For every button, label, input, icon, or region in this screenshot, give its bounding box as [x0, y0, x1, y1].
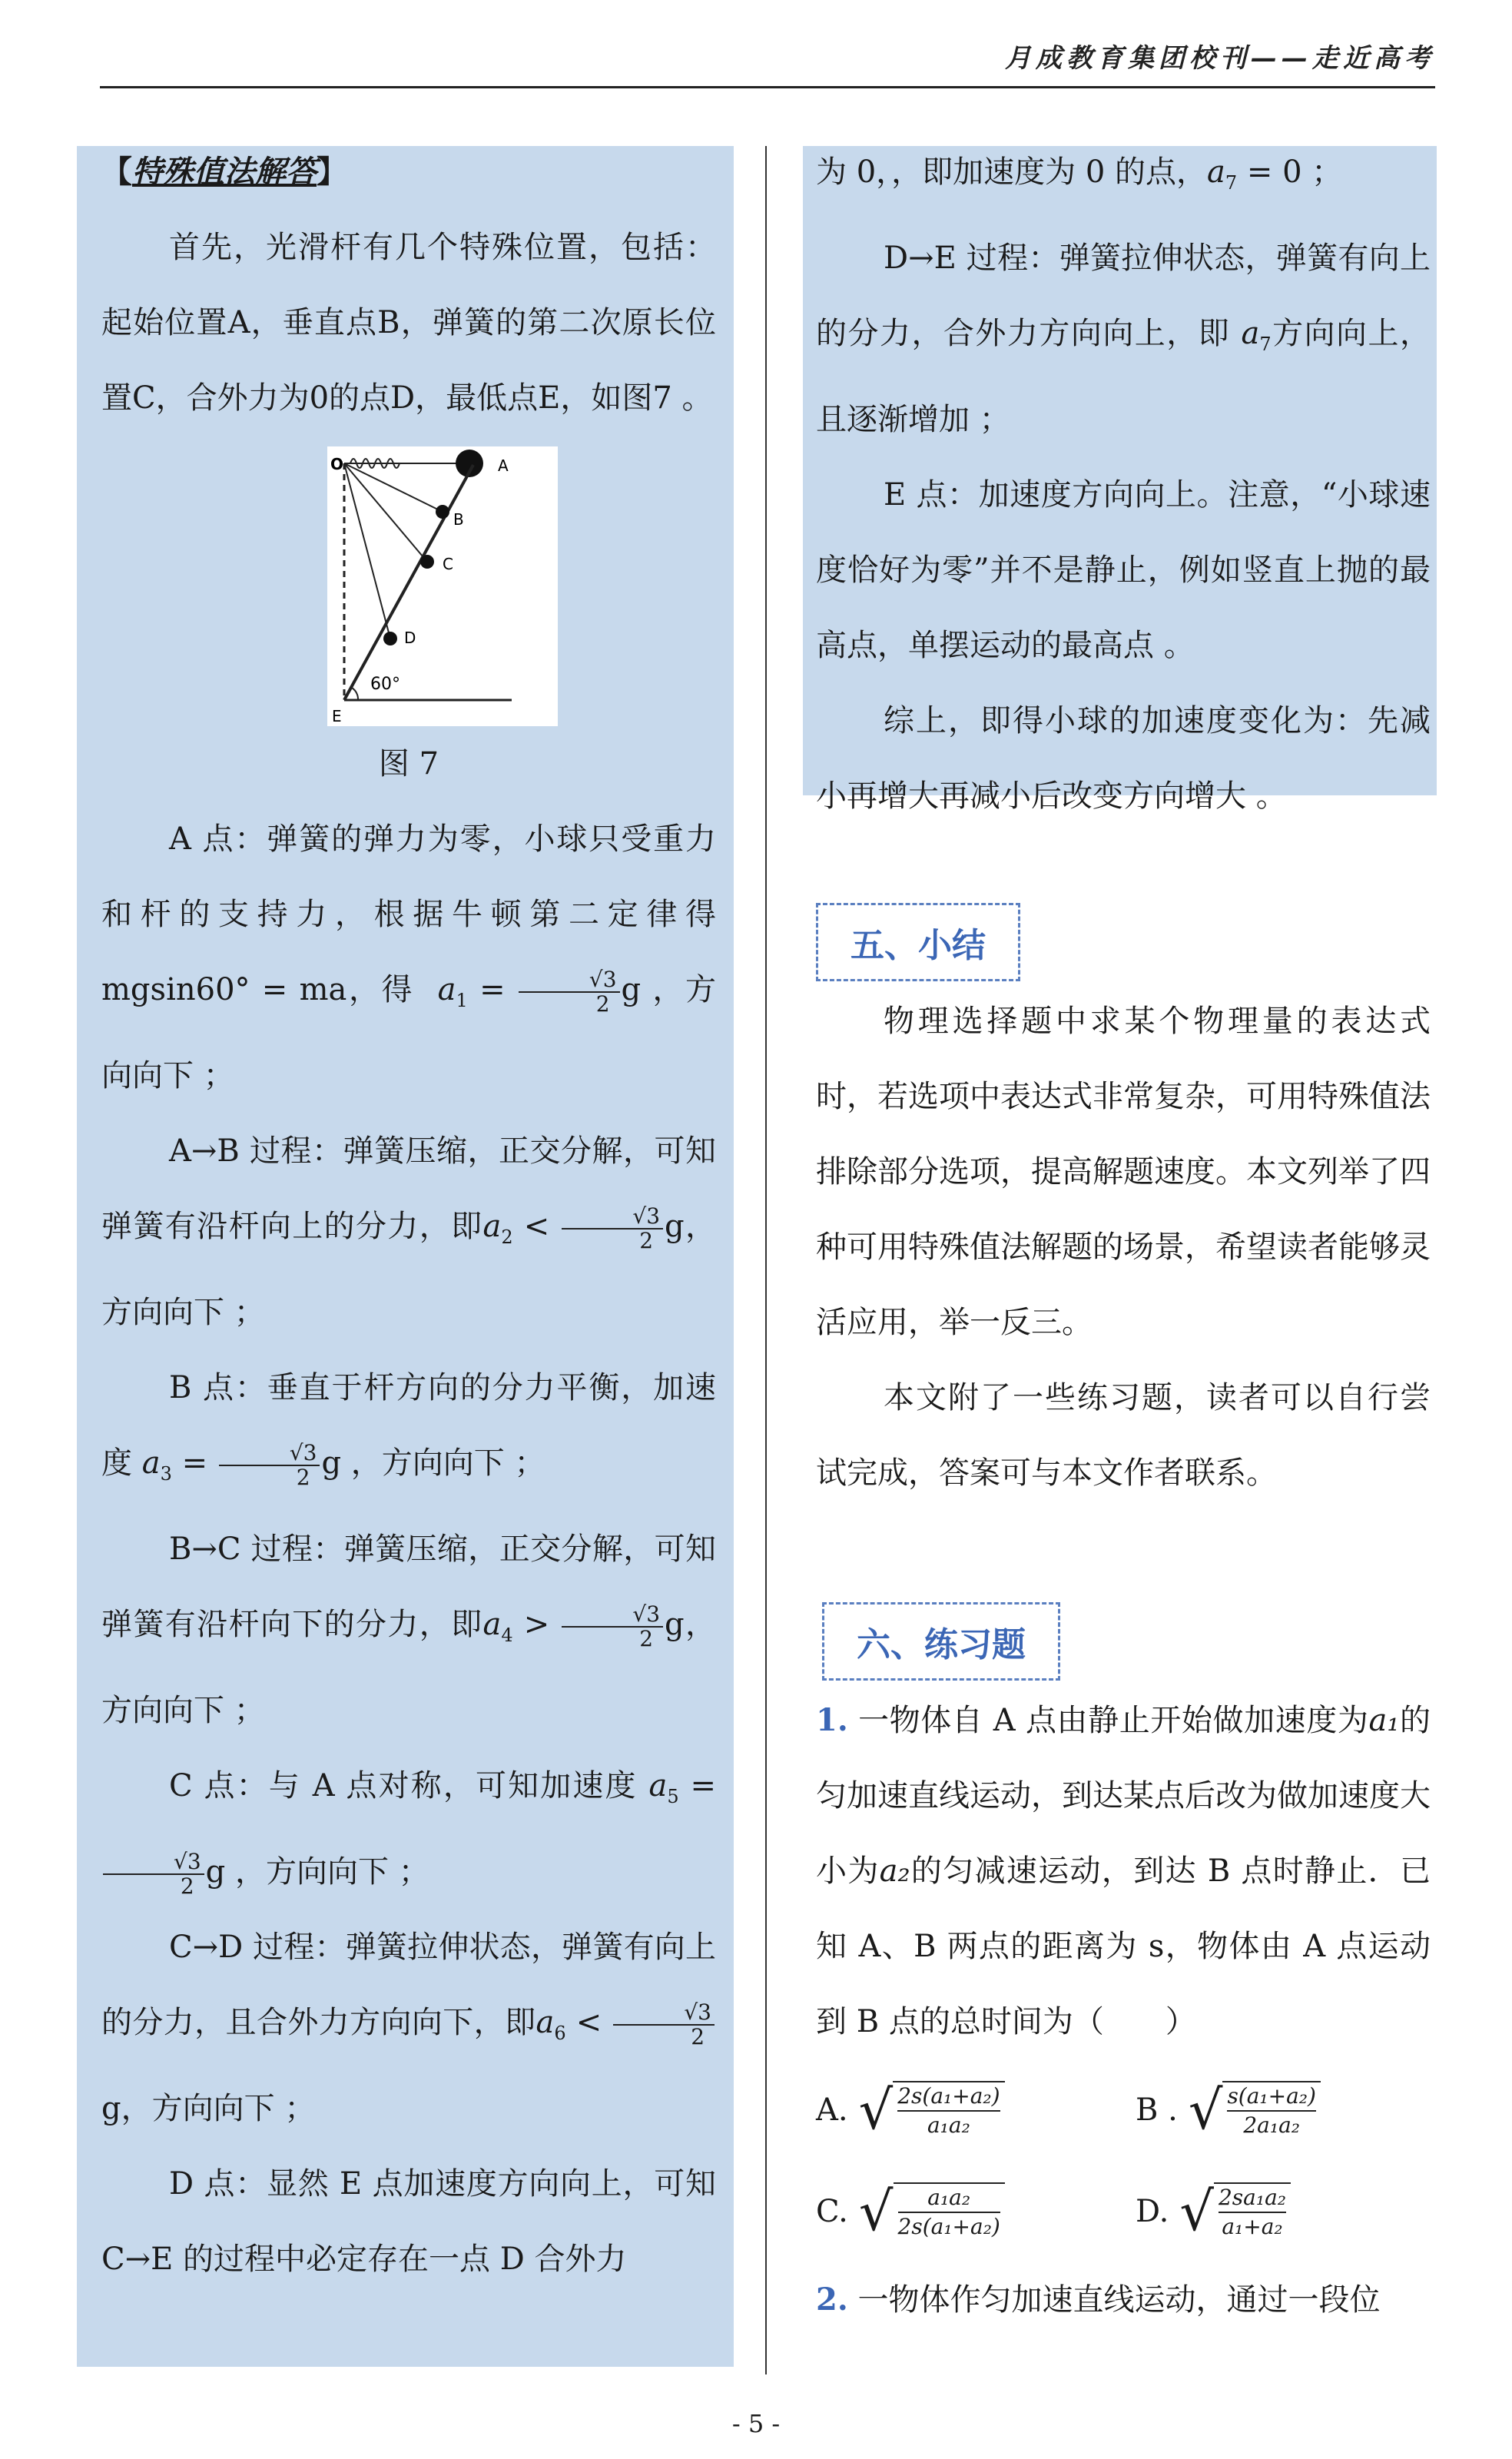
a-point-text: A 点：弹簧的弹力为零，小球只受重力和杆的支持力，根据牛顿第二定律得mgsin60° = ma，得 $a_1$ = $\frac{√3}{2}$ g ，方向向下 ；	[101, 821, 717, 1093]
figure-7	[327, 446, 558, 726]
page-number: - 5 -	[731, 2409, 781, 2438]
column-divider	[765, 146, 767, 2374]
intro-paragraph: 首先，光滑杆有几个特殊位置，包括：起始位置A，垂直点B，弹簧的第二次原长位置C，合外力为0的点D，最低点E，如图7 。	[101, 230, 716, 416]
label-e: E	[332, 707, 342, 725]
option-a[interactable]: A. √ 2s(a₁+a₂) a₁a₂	[816, 2072, 1111, 2148]
c-point-text: C 点：与 A 点对称，可知加速度 $a_5$ = $\frac{√3}{2}$ g ，方向向下 ；	[101, 1748, 716, 1910]
question-2-number: 2.	[816, 2281, 848, 2318]
b-point-text: B 点：垂直于杆方向的分力平衡，加速度 $a_3$ = $\frac{√3}{2}$ g ，方向向下 ；	[101, 1370, 716, 1490]
option-c[interactable]: C. √ a₁a₂ 2s(a₁+a₂)	[816, 2174, 1111, 2249]
figure-caption: 图 7	[378, 746, 439, 782]
summary-text: 综上，即得小球的加速度变化为：先减小再增大再减小后改变方向增大 。	[816, 703, 1431, 814]
section-heading-exercises: 六、练习题	[822, 1602, 1060, 1681]
summary-paragraph-1: 物理选择题中求某个物理量的表达式时，若选项中表达式非常复杂，可用特殊值法排除部分选项，提高解题速度。本文列举了四种可用特殊值法解题的场景，希望读者能够灵活应用，举一反三。	[816, 1004, 1431, 1340]
label-o: O	[330, 455, 344, 473]
summary-paragraph-2: 本文附了一些练习题，读者可以自行尝试完成，答案可与本文作者联系。	[816, 1380, 1431, 1491]
ab-process-text: A→B 过程：弹簧压缩，正交分解，可知弹簧有沿杆向上的分力，即$a_2$ < $\frac{√3}{2}$ g，方向向下 ；	[101, 1133, 716, 1330]
d-point-continued: 为 0，，即加速度为 0 的点，$a_7 = 0$ ；	[816, 154, 1343, 194]
option-d[interactable]: D. √ 2sa₁a₂ a₁+a₂	[1136, 2174, 1431, 2249]
label-d: D	[404, 629, 416, 647]
question-2: 2. 一物体作匀加速直线运动，通过一段位	[816, 2281, 1381, 2318]
spring-rod-diagram	[327, 446, 558, 726]
question-1: 1. 一物体自 A 点由静止开始做加速度为a₁的匀加速直线运动，到达某点后改为做加速度大小为a₂的匀减速运动，到达 B 点时静止．已知 A、B 两点的距离为 s，物体由 A 点运动到 B 点的总时间为（ ）	[816, 1702, 1431, 2039]
de-process-text: D→E 过程：弹簧拉伸状态，弹簧有向上的分力，合外力方向向上，即 $a_7$方向向上，且逐渐增加 ；	[816, 241, 1431, 437]
option-b[interactable]: B . √ s(a₁+a₂) 2a₁a₂	[1136, 2072, 1431, 2148]
cd-process-text: C→D 过程：弹簧拉伸状态，弹簧有向上的分力，且合外力方向向下，即$a_6$ < $\frac{√3}{2}$ g，方向向下 ；	[101, 1930, 716, 2126]
left-column	[101, 134, 716, 2297]
journal-header-title: 月成教育集团校刊——走近高考	[1005, 43, 1435, 74]
label-angle: 60°	[370, 675, 400, 694]
question-1-number: 1.	[816, 1702, 848, 1738]
e-point-text: E 点：加速度方向向上。注意，“小球速度恰好为零”并不是静止，例如竖直上抛的最高点，单摆运动的最高点 。	[816, 477, 1431, 663]
summary-section	[816, 984, 1431, 1511]
exercises-section	[816, 1683, 1431, 2338]
solution-heading: 【特殊值法解答】	[101, 154, 347, 190]
bc-process-text: B→C 过程：弹簧压缩，正交分解，可知弹簧有沿杆向下的分力，即$a_4$ > $\frac{√3}{2}$ g，方向向下 ；	[101, 1531, 716, 1728]
right-column-top	[816, 134, 1431, 834]
d-point-text: D 点：显然 E 点加速度方向向上，可知 C→E 的过程中必定存在一点 D 合外力	[101, 2166, 716, 2277]
label-c: C	[443, 555, 453, 573]
section-heading-summary: 五、小结	[816, 903, 1020, 981]
options-row-1	[816, 2059, 1431, 2161]
label-a: A	[498, 456, 509, 475]
header-rule	[100, 86, 1435, 88]
label-b: B	[453, 510, 464, 529]
options-row-2	[816, 2161, 1431, 2262]
